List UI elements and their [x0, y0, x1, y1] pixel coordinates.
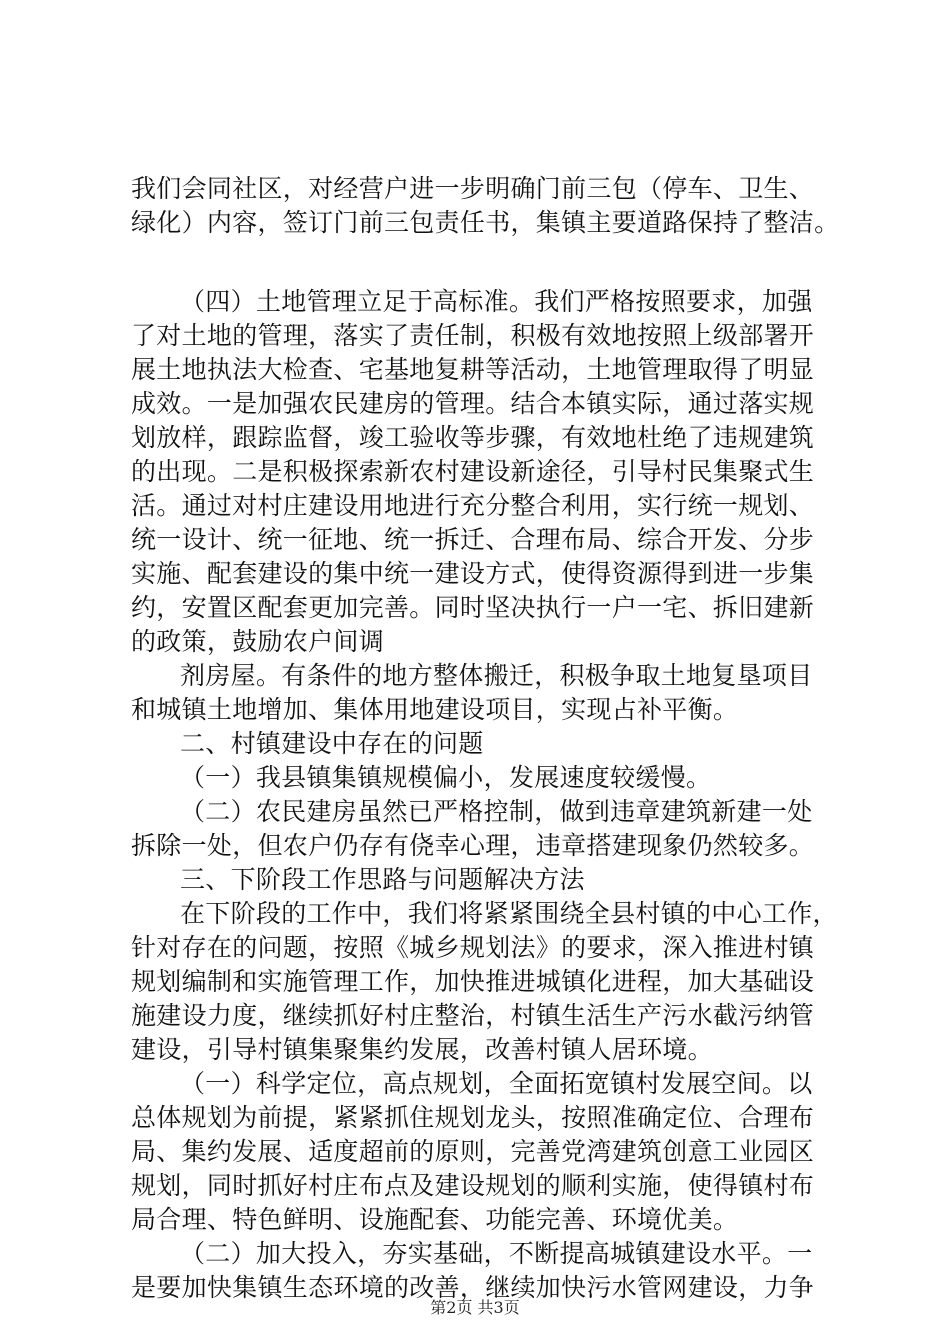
- text-line: 和城镇土地增加、集体用地建设项目，实现占补平衡。: [131, 695, 739, 724]
- text-line: 活。通过对村庄建设用地进行充分整合利用，实行统一规划、: [131, 491, 815, 520]
- text-line: 建设，引导村镇集聚集约发展，改善村镇人居环境。: [131, 1035, 713, 1064]
- text-line: 规划，同时抓好村庄布点及建设规划的顺利实施，使得镇村布: [131, 1171, 815, 1200]
- text-line: （一）我县镇集镇规模偏小，发展速度较缓慢。: [180, 763, 712, 792]
- text-line: 实施、配套建设的集中统一建设方式，使得资源得到进一步集: [131, 559, 815, 588]
- text-line: 局、集约发展、适度超前的原则，完善党湾建筑创意工业园区: [131, 1137, 815, 1166]
- text-line: 了对土地的管理，落实了责任制，积极有效地按照上级部署开: [131, 321, 815, 350]
- text-line: 我们会同社区，对经营户进一步明确门前三包（停车、卫生、: [131, 174, 815, 203]
- text-line: 规划编制和实施管理工作，加快推进城镇化进程，加大基础设: [131, 967, 815, 996]
- page-footer: 第2页 共3页: [430, 1298, 520, 1317]
- text-line: 针对存在的问题，按照《城乡规划法》的要求，深入推进村镇: [131, 933, 815, 962]
- text-line: 成效。一是加强农民建房的管理。结合本镇实际，通过落实规: [131, 389, 815, 418]
- text-line: 约，安置区配套更加完善。同时坚决执行一户一宅、拆旧建新: [131, 593, 815, 622]
- text-line: （二）农民建房虽然已严格控制，做到违章建筑新建一处: [180, 797, 813, 826]
- text-line: （一）科学定位，高点规划，全面拓宽镇村发展空间。以: [180, 1069, 813, 1098]
- text-line: 总体规划为前提，紧紧抓住规划龙头，按照准确定位、合理布: [131, 1103, 815, 1132]
- text-line: 局合理、特色鲜明、设施配套、功能完善、环境优美。: [131, 1205, 739, 1234]
- text-line: 在下阶段的工作中，我们将紧紧围绕全县村镇的中心工作，: [180, 899, 838, 928]
- text-line: 展土地执法大检查、宅基地复耕等活动，土地管理取得了明显: [131, 355, 815, 384]
- text-line: 的政策，鼓励农户间调: [131, 627, 385, 656]
- text-line: 的出现。二是积极探索新农村建设新途径，引导村民集聚式生: [131, 457, 815, 486]
- text-line: 拆除一处，但农户仍存有侥幸心理，违章搭建现象仍然较多。: [131, 831, 815, 860]
- text-line: 统一设计、统一征地、统一拆迁、合理布局、综合开发、分步: [131, 525, 815, 554]
- text-line: （四）土地管理立足于高标准。我们严格按照要求，加强: [180, 287, 813, 316]
- text-line: 施建设力度，继续抓好村庄整治，村镇生活生产污水截污纳管: [131, 1001, 815, 1030]
- section-heading: 三、下阶段工作思路与问题解决方法: [180, 865, 585, 894]
- text-line: 是要加快集镇生态环境的改善，继续加快污水管网建设，力争: [131, 1273, 815, 1302]
- text-line: 划放样，跟踪监督，竣工验收等步骤，有效地杜绝了违规建筑: [131, 423, 815, 452]
- text-line: 绿化）内容，签订门前三包责任书，集镇主要道路保持了整洁。: [131, 208, 840, 237]
- text-line: 剂房屋。有条件的地方整体搬迁，积极争取土地复垦项目: [180, 661, 813, 690]
- text-line: （二）加大投入，夯实基础，不断提高城镇建设水平。一: [180, 1239, 813, 1268]
- section-heading: 二、村镇建设中存在的问题: [180, 729, 484, 758]
